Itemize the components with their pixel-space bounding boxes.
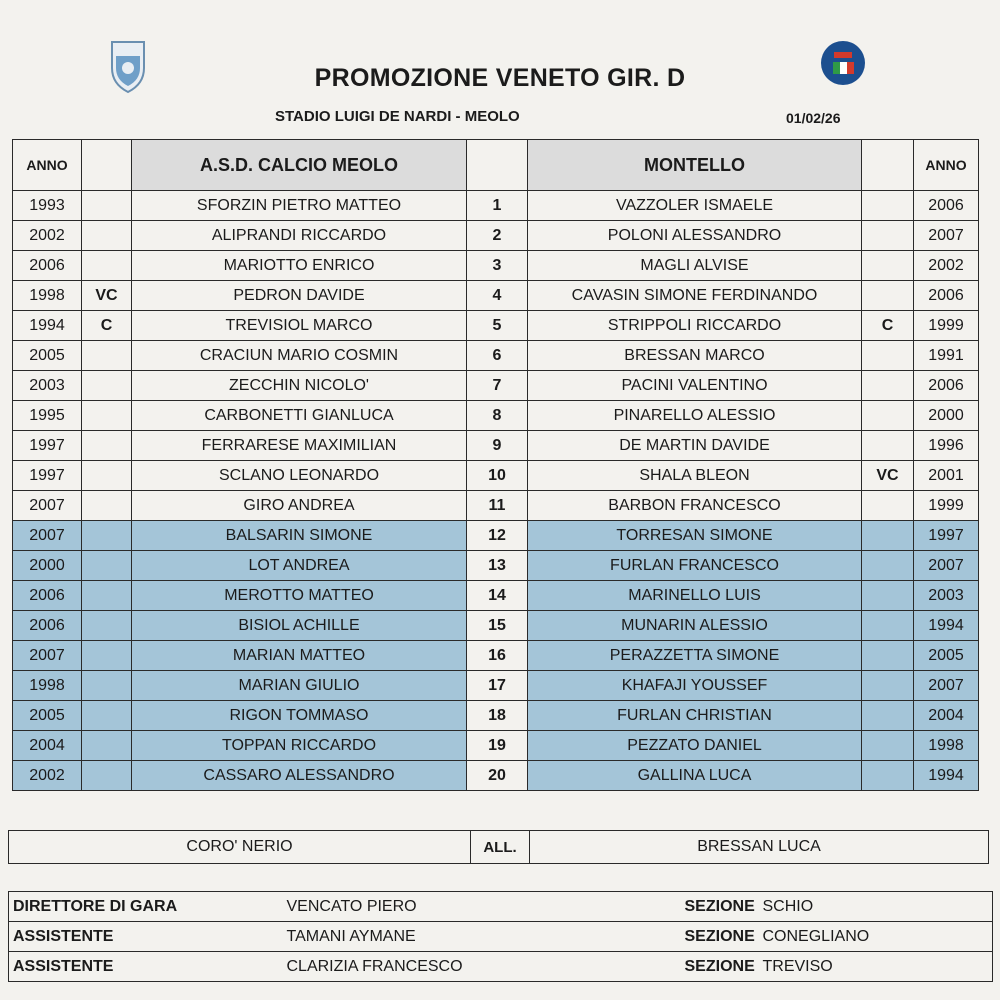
player-row	[13, 701, 979, 731]
away-player: DE MARTIN DAVIDE	[528, 431, 862, 461]
away-year: 2007	[914, 671, 979, 701]
match-date: 01/02/26	[786, 110, 841, 126]
home-player: MARIOTTO ENRICO	[132, 251, 467, 281]
player-row	[13, 431, 979, 461]
home-role	[82, 701, 132, 731]
shirt-number: 11	[467, 491, 528, 521]
away-year: 1991	[914, 341, 979, 371]
shirt-number: 2	[467, 221, 528, 251]
away-player: TORRESAN SIMONE	[528, 521, 862, 551]
away-role	[862, 431, 914, 461]
official-name: VENCATO PIERO	[283, 892, 681, 922]
section-label: SEZIONE	[681, 922, 759, 952]
away-role	[862, 761, 914, 791]
official-row	[9, 952, 993, 982]
away-player: STRIPPOLI RICCARDO	[528, 311, 862, 341]
home-role	[82, 551, 132, 581]
shirt-number: 6	[467, 341, 528, 371]
player-row	[13, 581, 979, 611]
away-player: MUNARIN ALESSIO	[528, 611, 862, 641]
shirt-number: 12	[467, 521, 528, 551]
home-player: SFORZIN PIETRO MATTEO	[132, 191, 467, 221]
lineup-table	[12, 139, 979, 791]
home-year: 1998	[13, 671, 82, 701]
away-coach: BRESSAN LUCA	[530, 831, 989, 864]
shirt-number: 8	[467, 401, 528, 431]
player-row	[13, 371, 979, 401]
away-year: 1997	[914, 521, 979, 551]
shirt-number: 16	[467, 641, 528, 671]
away-role	[862, 491, 914, 521]
away-player: MARINELLO LUIS	[528, 581, 862, 611]
shirt-number: 4	[467, 281, 528, 311]
home-role	[82, 401, 132, 431]
home-year: 2007	[13, 521, 82, 551]
home-year: 2007	[13, 491, 82, 521]
away-player: POLONI ALESSANDRO	[528, 221, 862, 251]
away-year: 2004	[914, 701, 979, 731]
home-player: TOPPAN RICCARDO	[132, 731, 467, 761]
home-team-name: A.S.D. CALCIO MEOLO	[132, 140, 467, 191]
home-year: 2004	[13, 731, 82, 761]
away-year: 1994	[914, 611, 979, 641]
away-player: VAZZOLER ISMAELE	[528, 191, 862, 221]
player-row	[13, 521, 979, 551]
table-header-row	[13, 140, 979, 191]
away-role	[862, 701, 914, 731]
away-year: 2007	[914, 221, 979, 251]
away-player: MAGLI ALVISE	[528, 251, 862, 281]
coach-row	[9, 831, 989, 864]
away-role	[862, 521, 914, 551]
shirt-number: 10	[467, 461, 528, 491]
home-player: CRACIUN MARIO COSMIN	[132, 341, 467, 371]
home-year: 2007	[13, 641, 82, 671]
home-player: BALSARIN SIMONE	[132, 521, 467, 551]
home-year: 1995	[13, 401, 82, 431]
shirt-number: 7	[467, 371, 528, 401]
official-section: CONEGLIANO	[759, 922, 993, 952]
official-row	[9, 922, 993, 952]
shirt-number: 9	[467, 431, 528, 461]
home-player: MEROTTO MATTEO	[132, 581, 467, 611]
away-year: 2006	[914, 281, 979, 311]
home-year: 2002	[13, 761, 82, 791]
away-year: 2002	[914, 251, 979, 281]
home-player: BISIOL ACHILLE	[132, 611, 467, 641]
home-player: MARIAN MATTEO	[132, 641, 467, 671]
home-role: VC	[82, 281, 132, 311]
home-year: 2006	[13, 611, 82, 641]
away-role	[862, 281, 914, 311]
home-year: 2000	[13, 551, 82, 581]
away-role	[862, 581, 914, 611]
home-role	[82, 671, 132, 701]
away-player: PINARELLO ALESSIO	[528, 401, 862, 431]
home-role	[82, 731, 132, 761]
official-row	[9, 892, 993, 922]
player-row	[13, 671, 979, 701]
away-role	[862, 401, 914, 431]
page-title: PROMOZIONE VENETO GIR. D	[314, 64, 686, 92]
shirt-number: 3	[467, 251, 528, 281]
home-role	[82, 461, 132, 491]
coach-label: ALL.	[471, 831, 530, 864]
section-label: SEZIONE	[681, 952, 759, 982]
official-section: SCHIO	[759, 892, 993, 922]
player-row	[13, 761, 979, 791]
home-player: TREVISIOL MARCO	[132, 311, 467, 341]
away-year: 1994	[914, 761, 979, 791]
player-row	[13, 191, 979, 221]
away-year: 2006	[914, 191, 979, 221]
away-role	[862, 611, 914, 641]
player-row	[13, 221, 979, 251]
away-player: CAVASIN SIMONE FERDINANDO	[528, 281, 862, 311]
away-year: 1998	[914, 731, 979, 761]
away-year: 2007	[914, 551, 979, 581]
away-year: 1999	[914, 491, 979, 521]
away-role	[862, 191, 914, 221]
home-role-header	[82, 140, 132, 191]
home-player: CARBONETTI GIANLUCA	[132, 401, 467, 431]
away-player: PEZZATO DANIEL	[528, 731, 862, 761]
away-player: BARBON FRANCESCO	[528, 491, 862, 521]
number-header	[467, 140, 528, 191]
home-role	[82, 641, 132, 671]
home-player: ALIPRANDI RICCARDO	[132, 221, 467, 251]
home-player: CASSARO ALESSANDRO	[132, 761, 467, 791]
home-year: 2005	[13, 701, 82, 731]
away-year: 2003	[914, 581, 979, 611]
home-role	[82, 251, 132, 281]
home-year: 2003	[13, 371, 82, 401]
away-year: 2005	[914, 641, 979, 671]
official-role: ASSISTENTE	[9, 922, 283, 952]
home-year-header: ANNO	[13, 140, 82, 191]
away-year: 1996	[914, 431, 979, 461]
official-section: TREVISO	[759, 952, 993, 982]
away-role	[862, 731, 914, 761]
home-role	[82, 491, 132, 521]
home-year: 2006	[13, 581, 82, 611]
away-player: KHAFAJI YOUSSEF	[528, 671, 862, 701]
official-name: TAMANI AYMANE	[283, 922, 681, 952]
shirt-number: 13	[467, 551, 528, 581]
home-year: 2002	[13, 221, 82, 251]
home-player: ZECCHIN NICOLO'	[132, 371, 467, 401]
away-role	[862, 251, 914, 281]
away-player: SHALA BLEON	[528, 461, 862, 491]
away-role	[862, 671, 914, 701]
officials-table	[8, 891, 993, 982]
away-role: VC	[862, 461, 914, 491]
away-year: 2006	[914, 371, 979, 401]
away-role	[862, 551, 914, 581]
away-year: 2001	[914, 461, 979, 491]
away-player: PACINI VALENTINO	[528, 371, 862, 401]
home-player: FERRARESE MAXIMILIAN	[132, 431, 467, 461]
player-row	[13, 641, 979, 671]
home-player: GIRO ANDREA	[132, 491, 467, 521]
away-year: 1999	[914, 311, 979, 341]
home-year: 2006	[13, 251, 82, 281]
home-year: 1997	[13, 431, 82, 461]
official-role: ASSISTENTE	[9, 952, 283, 982]
home-role	[82, 341, 132, 371]
home-role	[82, 611, 132, 641]
shirt-number: 14	[467, 581, 528, 611]
player-row	[13, 311, 979, 341]
section-label: SEZIONE	[681, 892, 759, 922]
player-row	[13, 731, 979, 761]
home-coach: CORO' NERIO	[9, 831, 471, 864]
home-player: MARIAN GIULIO	[132, 671, 467, 701]
coach-table	[8, 830, 989, 864]
home-player: RIGON TOMMASO	[132, 701, 467, 731]
away-role	[862, 371, 914, 401]
away-role	[862, 341, 914, 371]
away-player: PERAZZETTA SIMONE	[528, 641, 862, 671]
away-player: FURLAN CHRISTIAN	[528, 701, 862, 731]
venue-label: STADIO LUIGI DE NARDI - MEOLO	[275, 108, 520, 125]
player-row	[13, 611, 979, 641]
away-player: BRESSAN MARCO	[528, 341, 862, 371]
away-role-header	[862, 140, 914, 191]
home-role	[82, 221, 132, 251]
home-year: 1998	[13, 281, 82, 311]
home-role	[82, 371, 132, 401]
away-team-name: MONTELLO	[528, 140, 862, 191]
shirt-number: 20	[467, 761, 528, 791]
home-role	[82, 521, 132, 551]
away-player: FURLAN FRANCESCO	[528, 551, 862, 581]
official-name: CLARIZIA FRANCESCO	[283, 952, 681, 982]
away-year: 2000	[914, 401, 979, 431]
home-role	[82, 581, 132, 611]
official-role: DIRETTORE DI GARA	[9, 892, 283, 922]
home-role: C	[82, 311, 132, 341]
player-row	[13, 281, 979, 311]
player-row	[13, 251, 979, 281]
home-role	[82, 191, 132, 221]
shirt-number: 17	[467, 671, 528, 701]
home-player: SCLANO LEONARDO	[132, 461, 467, 491]
player-row	[13, 491, 979, 521]
home-year: 1994	[13, 311, 82, 341]
player-row	[13, 551, 979, 581]
away-role: C	[862, 311, 914, 341]
player-row	[13, 401, 979, 431]
shirt-number: 19	[467, 731, 528, 761]
shirt-number: 18	[467, 701, 528, 731]
home-year: 2005	[13, 341, 82, 371]
shirt-number: 5	[467, 311, 528, 341]
away-role	[862, 221, 914, 251]
away-role	[862, 641, 914, 671]
home-player: PEDRON DAVIDE	[132, 281, 467, 311]
home-year: 1993	[13, 191, 82, 221]
shirt-number: 15	[467, 611, 528, 641]
home-player: LOT ANDREA	[132, 551, 467, 581]
home-role	[82, 761, 132, 791]
player-row	[13, 461, 979, 491]
player-row	[13, 341, 979, 371]
away-player: GALLINA LUCA	[528, 761, 862, 791]
home-year: 1997	[13, 461, 82, 491]
home-role	[82, 431, 132, 461]
shirt-number: 1	[467, 191, 528, 221]
away-year-header: ANNO	[914, 140, 979, 191]
